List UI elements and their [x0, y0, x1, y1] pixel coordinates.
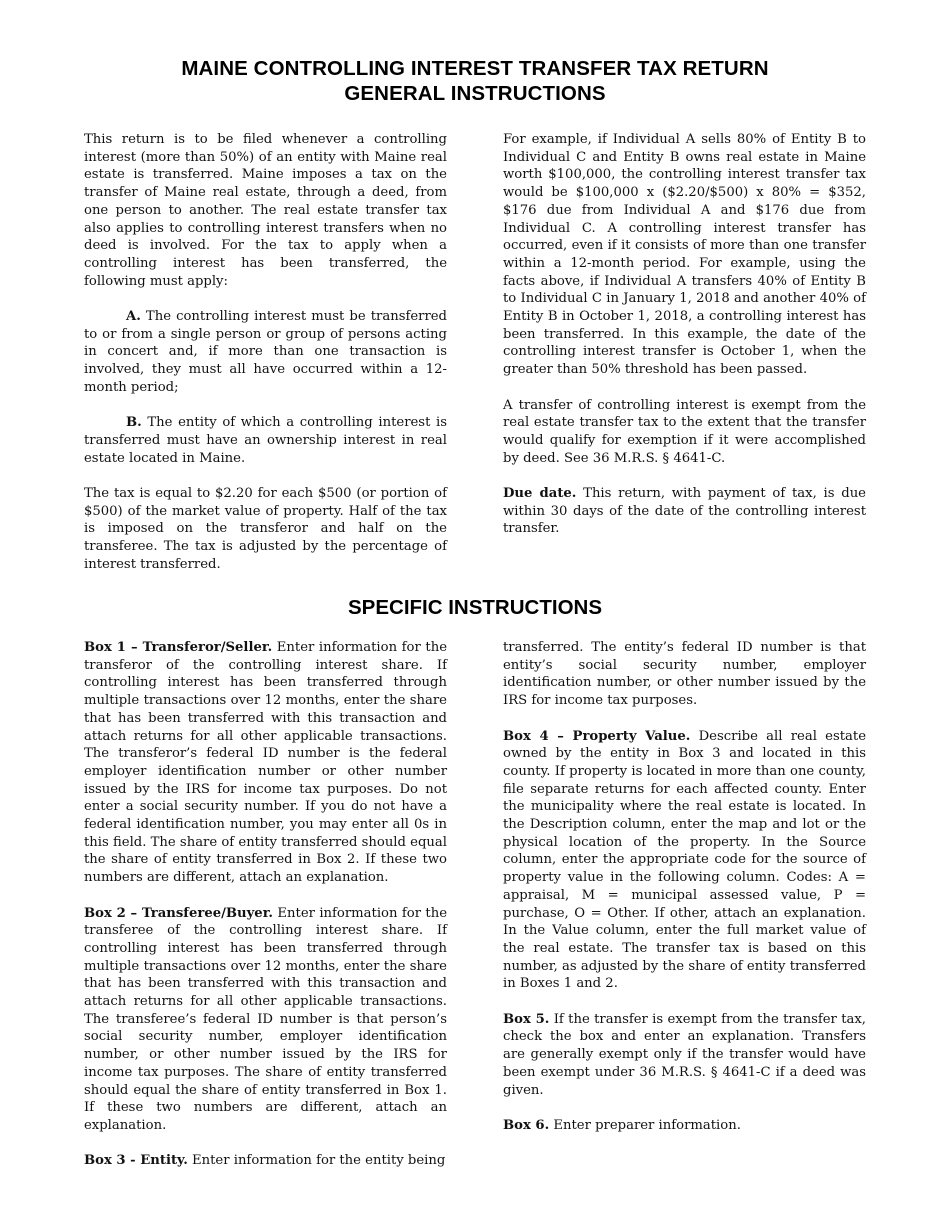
condition-a-label: A. [126, 309, 141, 325]
box5-paragraph [503, 1011, 866, 1100]
specific-right-column [503, 639, 866, 1152]
box2-text: Enter information for the transferee of the controlling interest share. If controlling interest has been transferred through multiple transactions over 12 months, enter the share that has been transferred with this transaction and attach returns for all other applicable transactions. The transferee’s federal ID number is that person’s social security number, employer identification number, or other number issued by the IRS for income tax purposes. The share of entity transferred should equal the share of entity transferred in Box 1. If these two numbers are different, attach an explanation. [84, 905, 447, 1133]
specific-instructions-heading: SPECIFIC INSTRUCTIONS [348, 596, 602, 619]
box4-paragraph [503, 728, 866, 994]
condition-b-text: The entity of which a controlling interest is transferred must have an ownership interest in real estate located in Maine. [84, 415, 447, 466]
example-paragraph: For example, if Individual A sells 80% of Entity B to Individual C and Entity B owns real estate in Maine worth $100,000, the controlling interest transfer tax would be $100,000 x ($2.20/$500) x 80% = $352, $176 due from Individual A and $176 due from Individual C. A controlling interest transfer has occurred, even if it consists of more than one transfer within a 12-month period. For example, using the facts above, if Individual A transfers 40% of Entity B to Individual C in January 1, 2018 and another 40% of Entity B in October 1, 2018, a controlling interest has been transferred. In this example, the date of the controlling interest transfer is October 1, when the greater than 50% threshold has been passed. [503, 132, 866, 378]
box6-label: Box 6. [503, 1117, 550, 1133]
box4-label: Box 4 – Property Value. [503, 728, 691, 744]
box2-label: Box 2 – Transferee/Buyer. [84, 905, 274, 921]
box6-text: Enter preparer information. [549, 1117, 741, 1133]
title-line-2: GENERAL INSTRUCTIONS [344, 82, 606, 105]
condition-a-paragraph [84, 308, 447, 397]
tax-rate-paragraph: The tax is equal to $2.20 for each $500 (or portion of $500) of the market value of property. Half of the tax is imposed on the transferor and half on the transferee. The tax is adjusted by the percentage of interest transferred. [84, 486, 447, 572]
box2-paragraph [84, 905, 447, 1135]
box6-paragraph [503, 1117, 866, 1135]
condition-b-paragraph [84, 414, 447, 467]
general-left-column [84, 131, 447, 591]
condition-a-text: The controlling interest must be transferred to or from a single person or group of persons acting in concert and, if more than one transaction is involved, they must all have occurred within a 12-month period; [84, 309, 447, 395]
box3-paragraph [84, 1152, 447, 1170]
box3-continued-paragraph: transferred. The entity’s federal ID number is that entity’s social security number, employer identification number, or other number issued by the IRS for income tax purposes. [503, 640, 866, 709]
box1-label: Box 1 – Transferor/Seller. [84, 640, 273, 655]
due-date-paragraph [503, 485, 866, 538]
box4-text: Describe all real estate owned by the entity in Box 3 and located in this county. If property is located in more than one county, file separate returns for each affected county. Enter the municipality where the real estate is located. In the Description column, enter the map and lot or the physical location of the property. In the Source column, enter the appropriate code for the source of property value in the following column. Codes: A = appraisal, M = municipal assessed value, P = purchase, O = Other. If other, attach an explanation. In the Value column, enter the full market value of the real estate. The transfer tax is based on this number, as adjusted by the share of entity transferred in Boxes 1 and 2. [503, 728, 867, 992]
page-title [0, 56, 950, 106]
general-intro-paragraph: This return is to be filed whenever a controlling interest (more than 50%) of an entity with Maine real estate is transferred. Maine imposes a tax on the transfer of Maine real estate, through a deed, from one person to another. The real estate transfer tax also applies to controlling interest transfers when no deed is involved. For the tax to apply when a controlling interest has been transferred, the following must apply: [84, 132, 447, 289]
box1-paragraph [84, 639, 447, 887]
box5-label: Box 5. [503, 1011, 550, 1027]
specific-left-column [84, 639, 447, 1188]
general-right-column [503, 131, 866, 556]
title-line-1: MAINE CONTROLLING INTEREST TRANSFER TAX RETURN [181, 57, 769, 80]
box3-text: Enter information for the entity being [187, 1153, 446, 1169]
due-date-label: Due date. [503, 486, 577, 502]
box5-text: If the transfer is exempt from the transfer tax, check the box and enter an explanation. Transfers are generally exempt only if the transfer would have been exempt under 36 M.R.S. § 4641-C if a deed was given. [503, 1011, 866, 1098]
box1-text: Enter information for the transferor of the controlling interest share. If controlling interest has been transferred through multiple transactions over 12 months, enter the share that has been transferred with this transaction and attach returns for all other applicable transactions. The transferor’s federal ID number is the federal employer identification number or other number issued by the IRS for income tax purposes. Do not enter a social security number. If you do not have a federal identification number, you may enter all 0s in this field. The share of entity transferred should equal the share of entity transferred in Box 2. If these two numbers are different, attach an explanation. [84, 640, 447, 886]
exemption-paragraph: A transfer of controlling interest is exempt from the real estate transfer tax to the extent that the transfer would qualify for exemption if it were accomplished by deed. See 36 M.R.S. § 4641-C. [503, 397, 866, 466]
due-date-text: This return, with payment of tax, is due within 30 days of the date of the controlling interest transfer. [503, 486, 866, 537]
condition-b-label: B. [126, 415, 142, 431]
box3-label: Box 3 - Entity. [84, 1153, 188, 1169]
